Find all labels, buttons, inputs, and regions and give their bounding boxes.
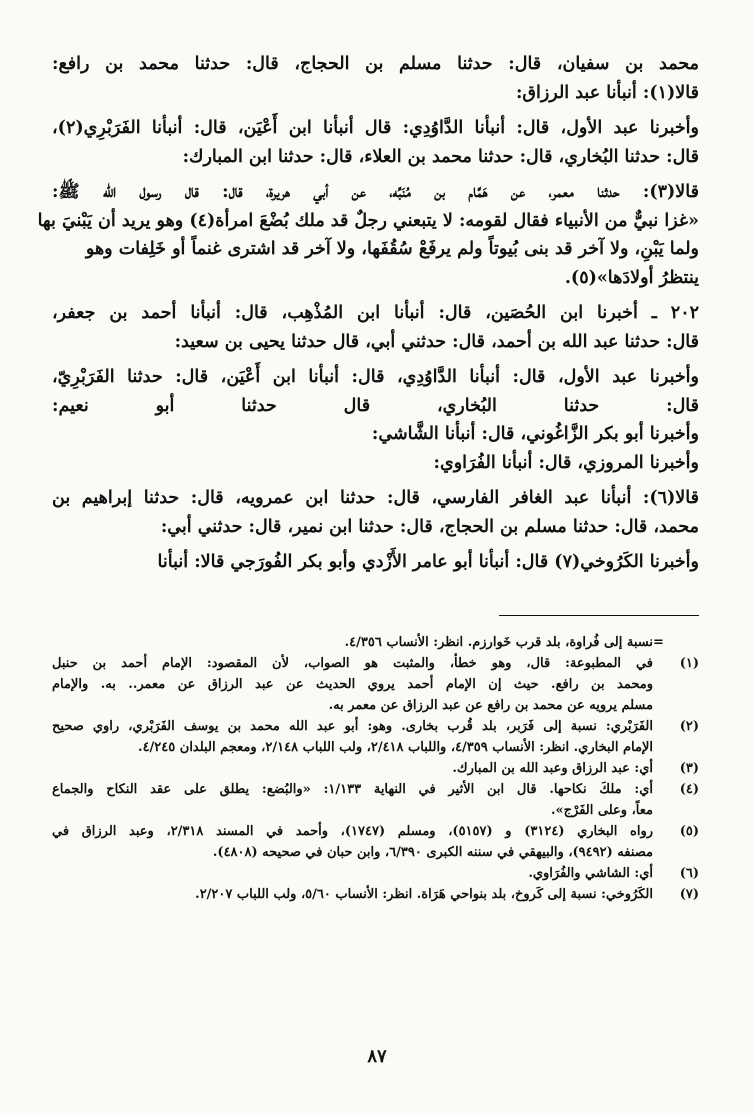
footnote-number: (٥) [679, 823, 699, 839]
text-line: قالا(١): أنبأنا عبد الرزاق: [515, 82, 699, 103]
footnote-line: الإمام البخاري. انظر: الأنساب ٤/٣٥٩، واللباب ٢/٤١٨، ولب اللباب ٢/١٤٨، ومعجم البلدان ٤/٢٤٥. [138, 739, 653, 755]
footnote [52, 716, 699, 758]
footnote-line: في المطبوعة: قال، وهو خطأ، والمثبت هو الصواب، لأن المقصود: الإمام أحمد بن حنبل [52, 655, 653, 671]
footnotes [52, 632, 699, 905]
footnote-text [52, 863, 653, 884]
paragraph [52, 299, 699, 356]
text-line: ينتظرُ أولادَها»(٥). [564, 267, 699, 288]
footnote [52, 779, 699, 821]
footnote [52, 884, 699, 905]
paragraph [52, 548, 699, 577]
text-line: «غزا نبيٌّ من الأنبياء فقال لقومه: لا يتبعني رجلٌ قد ملك بُضْعَ امرأة(٤) وهو يريد أن يَبْنيَ بها [37, 210, 699, 231]
footnote-line: مصنفه (٩٤٩٢)، والبيهقي في سننه الكبرى ٦/٣٩٠، وابن حبان في صحيحه (٤٨٠٨). [212, 844, 653, 860]
footnote-number: (٢) [679, 718, 699, 734]
footnote [52, 863, 699, 884]
footnote-line: معاً، وعلى الفَرْج». [551, 802, 653, 818]
footnote-number: (٦) [679, 865, 699, 881]
text-line: وأخبرنا المروزي، قال: أنبأنا الفُرَاوي: [433, 452, 699, 473]
footnote [52, 821, 699, 863]
footnote-text [52, 653, 653, 716]
footnote-number: (٧) [679, 886, 699, 902]
footnote-text [52, 779, 653, 821]
footnote-text [52, 884, 653, 905]
footnote-text [52, 716, 653, 758]
footnote-line: أي: الشاشي والفُرَاوي. [528, 865, 653, 881]
text-line: ٢٠٢ ـ أخبرنا ابن الحُصَين، قال: أنبأنا ابن المُذْهِب، قال: أنبأنا أحمد بن جعفر، [52, 303, 699, 323]
footnote-line: مسلم يرويه عن محمد بن رافع عن عبد الرزاق عن معمر به. [328, 697, 653, 713]
footnote-number: (٣) [679, 760, 699, 776]
paragraph [52, 114, 699, 171]
footnote-line: أي: عبد الرزاق وعبد الله بن المبارك. [452, 760, 653, 776]
continuation-marker: = [653, 634, 664, 650]
paragraph [52, 484, 699, 541]
footnote-continuation [52, 632, 699, 653]
text-line: قال: حدثنا عبد الله بن أحمد، قال: حدثني أبي، قال حدثنا يحيى بن سعيد: [174, 331, 699, 352]
paragraph [37, 178, 699, 292]
footnote [52, 653, 699, 716]
footnote-separator [499, 615, 699, 616]
footnote-line: ومحمد بن رافع. حيث إن الإمام أحمد يروي الحديث عن عبد الرزاق عن معمر.. به. والإمام [52, 676, 653, 692]
continuation-text: نسبة إلى فُراوة، بلد قرب خَوارزم. انظر: الأنساب ٤/٣٥٦. [344, 634, 653, 650]
text-line: قالا(٦): أنبأنا عبد الغافر الفارسي، قال: حدثنا ابن عمرويه، قال: حدثنا إبراهيم بن [52, 488, 699, 508]
footnote-line: الكَرُوخي: نسبة إلى كَروخ، بلد بنواحي هَرَاة. انظر: الأنساب ٥/٦٠، ولب اللباب ٢/٢٠٧. [195, 886, 653, 902]
text-line: وأخبرنا أبو بكر الزَّاغُوني، قال: أنبأنا الشَّاشي: [371, 424, 699, 444]
footnote [52, 758, 699, 779]
text-line: وأخبرنا عبد الأول، قال: أنبأنا الدَّاوُدِي، قال: أنبأنا ابن أَعْيَن، قال: حدثنا الفَرَبْرِيّ، [52, 367, 699, 387]
text-line: قال: حدثنا البُخاري، قال حدثنا أبو نعيم: [52, 395, 699, 416]
text-line: محمد، قال: حدثنا مسلم بن الحجاج، قال: حدثنا ابن نمير، قال: حدثني أبي: [160, 516, 699, 537]
text-line: ولما يَبْنِ، ولا آخر قد بنى بُيوتاً ولم يرفَعْ سُقُفَها، ولا آخر قد اشترى غنماً أو خَلِفات وهو [85, 239, 699, 259]
text-line: وأخبرنا الكَرُوخي(٧) قال: أنبأنا أبو عامر الأَزْدي وأبو بكر الفُورَجي قالا: أنبأنا [157, 552, 699, 572]
main-text [37, 50, 699, 577]
footnote-number: (٤) [679, 781, 699, 797]
text-line: قالا(٣): حدثنا معمر، عن هَمَّام بن مُنَبِّه، عن أبي هريرة، قال: قال رسول الله ﷺ: [52, 182, 699, 202]
footnote-line: رواه البخاري (٣١٢٤) و (٥١٥٧)، ومسلم (١٧٤٧)، وأحمد في المسند ٢/٣١٨، وعبد الرزاق في [52, 823, 654, 839]
paragraph [52, 363, 699, 477]
footnote-line: الفَرَبْري: نسبة إلى فَرَبر، بلد قُرب بخارى. وهو: أبو عبد الله محمد بن يوسف الفَرَبْري، راوي صحيح [52, 718, 653, 734]
text-line: محمد بن سفيان، قال: حدثنا مسلم بن الحجاج، قال: حدثنا محمد بن رافع: [52, 54, 699, 74]
text-line: وأخبرنا عبد الأول، قال: أنبأنا الدَّاوُدِي: قال أنبأنا ابن أَعْيَن، قال: أنبأنا الفَرَبْرِي(٢)، [52, 118, 699, 138]
footnote-number: (١) [679, 655, 699, 671]
footnote-text [52, 821, 653, 863]
text-line: قال: حدثنا البُخاري، قال: حدثنا محمد بن العلاء، قال: حدثنا ابن المبارك: [182, 146, 699, 167]
footnote-line: أي: ملكَ نكاحها. قال ابن الأثير في النهاية ١/١٣٣: «والبُضع: يطلق على عقد النكاح والجماع [52, 781, 653, 797]
page-number: ٨٧ [367, 1046, 387, 1067]
footnote-text [52, 758, 653, 779]
paragraph [52, 50, 699, 107]
